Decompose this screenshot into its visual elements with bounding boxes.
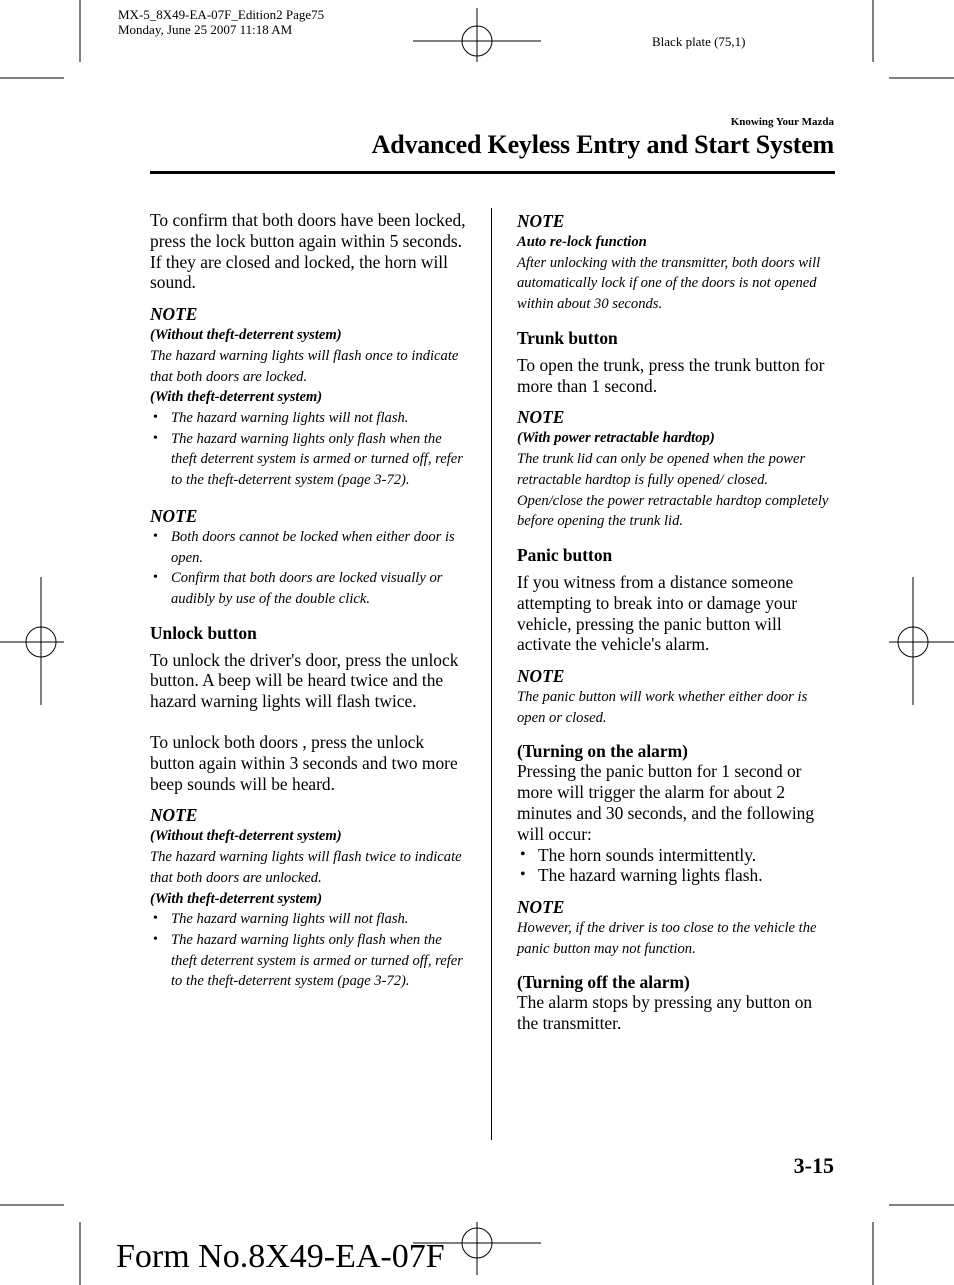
note-subheading: (With theft-deterrent system) xyxy=(150,890,323,907)
note-text: The hazard warning lights will flash twice to indicate that both doors are unlocked. xyxy=(150,849,462,886)
note-subheading: Auto re-lock function xyxy=(517,234,647,250)
trunk-paragraph: To open the trunk, press the trunk button for more than 1 second. xyxy=(517,354,825,396)
note-text: However, if the driver is too close to the vehicle the panic button may not function. xyxy=(517,920,817,957)
note-text: After unlocking with the transmitter, both doors will automatically lock if one of the doors is not opened within about 30 seconds. xyxy=(517,254,821,313)
alarm-off-paragraph: The alarm stops by pressing any button on the transmitter. xyxy=(517,992,813,1034)
note-text: The hazard warning lights will flash once to indicate that both doors are locked. xyxy=(150,347,459,385)
alarm-on-paragraph: Pressing the panic button for 1 second or more will trigger the alarm for about 2 minutes and 30 seconds, and the following will occur: xyxy=(517,761,815,844)
note-text: The panic button will work whether either door is open or closed. xyxy=(517,689,808,726)
note-subheading: (With theft-deterrent system) xyxy=(150,389,323,406)
trunk-heading: Trunk button xyxy=(517,327,618,348)
note-text: The trunk lid can only be opened when the power retractable hardtop is fully opened/ closed. Open/close the power retractable hardtop completely before opening the trunk lid. xyxy=(517,451,829,530)
plate-label: Black plate (75,1) xyxy=(652,34,746,49)
note-heading: NOTE xyxy=(517,666,565,687)
note-bullet: • The hazard warning lights only flash when the theft deterrent system is armed or turned off, refer to the theft-deterrent system (page 3-72). xyxy=(150,429,468,491)
note-heading: NOTE xyxy=(150,805,198,826)
note-heading: NOTE xyxy=(517,211,565,231)
right-column xyxy=(517,210,835,1034)
print-meta xyxy=(118,7,324,37)
note-bullet: • The hazard warning lights will not flash. xyxy=(150,408,468,429)
alarm-on-bullet: • The horn sounds intermittently. xyxy=(517,845,835,866)
column-divider xyxy=(491,208,492,1140)
intro-paragraph: To confirm that both doors have been locked, press the lock button again within 5 seconds. If they are closed and locked, the horn will sound. xyxy=(150,210,466,293)
form-number: Form No.8X49-EA-07F xyxy=(116,1238,445,1275)
section-label: Knowing Your Mazda xyxy=(730,116,834,128)
unlock-heading: Unlock button xyxy=(150,622,257,643)
note-subheading: (With power retractable hardtop) xyxy=(517,430,715,447)
note-bullet-list xyxy=(150,408,468,491)
print-meta-date: Monday, June 25 2007 11:18 AM xyxy=(118,22,293,37)
note-heading: NOTE xyxy=(517,897,565,918)
note-subheading: (Without theft-deterrent system) xyxy=(150,327,342,344)
alarm-on-bullet: • The hazard warning lights flash. xyxy=(517,865,835,886)
left-column xyxy=(150,210,468,992)
note-bullet-list xyxy=(150,909,468,992)
note-bullet: • The hazard warning lights only flash when the theft deterrent system is armed or turned off, refer to the theft-deterrent system (page 3-72). xyxy=(150,930,468,992)
alarm-off-heading: (Turning off the alarm) xyxy=(517,971,690,992)
panic-paragraph: If you witness from a distance someone attempting to break into or damage your vehicle, pressing the panic button will activate the vehicle's alarm. xyxy=(517,571,798,655)
unlock-paragraph: To unlock the driver's door, press the unlock button. A beep will be heard twice and the hazard warning lights will flash twice. xyxy=(150,649,459,712)
unlock-paragraph: To unlock both doors , press the unlock button again within 3 seconds and two more beep sounds will be heard. xyxy=(150,732,458,794)
note-bullet-list xyxy=(150,527,468,610)
page-title: Advanced Keyless Entry and Start System xyxy=(371,130,834,159)
alarm-on-heading: (Turning on the alarm) xyxy=(517,740,688,761)
note-heading: NOTE xyxy=(150,505,198,526)
panic-heading: Panic button xyxy=(517,544,613,565)
note-bullet: • Confirm that both doors are locked visually or audibly by use of the double click. xyxy=(150,568,468,609)
note-subheading: (Without theft-deterrent system) xyxy=(150,828,342,845)
note-bullet: • The hazard warning lights will not flash. xyxy=(150,909,468,930)
note-bullet: • Both doors cannot be locked when either door is open. xyxy=(150,527,468,568)
title-rule xyxy=(150,171,835,174)
print-meta-file: MX-5_8X49-EA-07F_Edition2 Page75 xyxy=(118,7,325,22)
page-number: 3-15 xyxy=(793,1153,834,1178)
note-heading: NOTE xyxy=(517,407,565,428)
alarm-on-bullet-list xyxy=(517,845,835,887)
note-heading: NOTE xyxy=(150,304,198,325)
